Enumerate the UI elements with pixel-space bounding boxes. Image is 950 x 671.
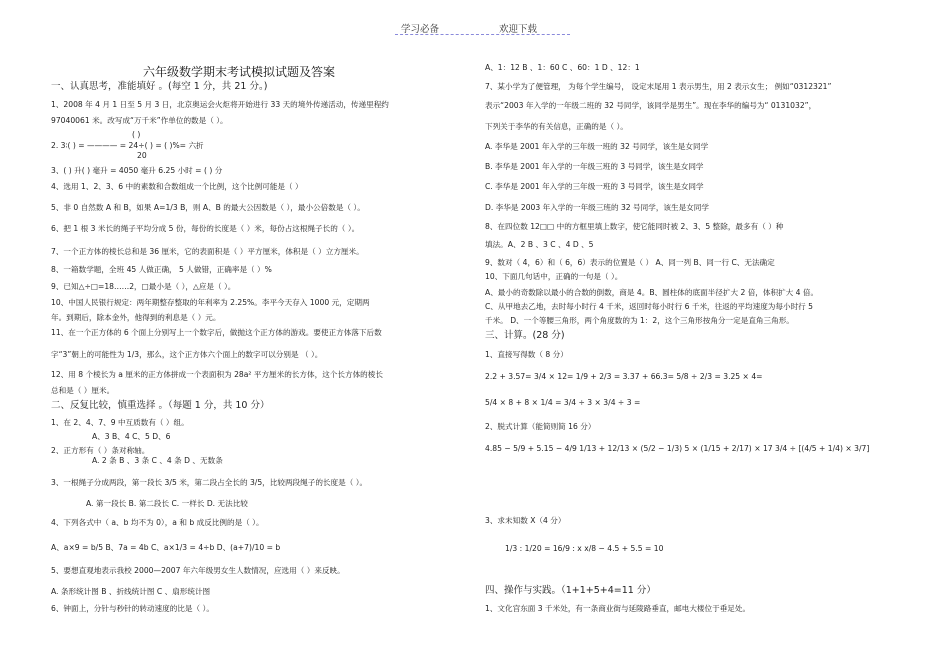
choice-line: C. 李华是 2001 年入学的三年级一班的 3 号同学，该生是女同学 xyxy=(485,182,704,191)
choice-line: 千米。 D、一个等腰三角形，两个角度数的为 1：2，这个三角形按角分一定是直角三角形。 xyxy=(485,316,794,325)
question-line: 1、文化宫东面 3 千米处，有一条商业街与延陵路垂直，邮电大楼位于垂足处。 xyxy=(485,604,751,613)
choice-line: D. 李华是 2003 年入学的一年级三班的 32 号同学，该生是女同学 xyxy=(485,203,709,212)
question-line: 5、非 0 自然数 A 和 B，如果 A=1/3 B，则 A、B 的最大公因数是（ ），最小公倍数是（ ）。 xyxy=(51,203,365,212)
question-line: 11、在一个正方体的 6 个面上分别写上一个数字后，做抛这个正方体的游戏。要使正方体落下后数 xyxy=(51,328,382,337)
question-line: 97040061 米。改写成“万千米”作单位的数是（ ）。 xyxy=(51,116,228,125)
question-line: 7、某小学为了便管理， 为每个学生编号， 设定末尾用 1 表示男生，用 2 表示女生； 例如“0312321” xyxy=(485,82,832,91)
choice-line: A. 第一段长 B. 第二段长 C. 一样长 D. 无法比较 xyxy=(86,499,248,508)
question-line: 12、用 8 个棱长为 a 厘米的正方体拼成一个表面积为 28a² 平方厘米的长方体，这个长方体的棱长 xyxy=(51,370,383,379)
question-line: 10、中国人民银行规定：两年期整存整取的年利率为 2.25%。李平今天存入 1000 元，定期两 xyxy=(51,298,370,307)
question-line: 6、把 1 根 3 米长的绳子平均分成 5 份，每份的长度是（ ）米，每份占这根绳子长的（ ）。 xyxy=(51,224,360,233)
choice-line: A. 李华是 2001 年入学的三年级一班的 32 号同学，该生是女同学 xyxy=(485,142,709,151)
question-line: 8、一箱数学题，全班 45 人做正确， 5 人做错，正确率是（ ）% xyxy=(51,265,272,274)
right-column xyxy=(475,0,935,671)
choice-line: B. 李华是 2001 年入学的一年级三班的 3 号同学，该生是女同学 xyxy=(485,162,704,171)
question-line: 9、数对（ 4，6）和（ 6，6）表示的位置是（ ） A、同一列 B、同一行 C、无法确定 xyxy=(485,258,775,267)
choice-line: A. 条形统计图 B 、折线统计图 C 、扇形统计图 xyxy=(51,587,211,596)
section-2-heading: 二、反复比较，慎重选择 。（每题 1 分，共 10 分） xyxy=(51,400,270,411)
section-1-heading: 一、认真思考，准能填好 。(每空 1 分，共 21 分。) xyxy=(51,81,268,92)
question-line: 9、已知△÷□=18……2，□最小是（ ），△应是（ ）。 xyxy=(51,282,236,291)
question-line: 2、正方形有（ ）条对称轴。 xyxy=(51,446,150,455)
question-line: 字“3”朝上的可能性为 1/3，那么，这个正方体六个面上的数字可以分别是 （ ）。 xyxy=(51,350,323,359)
question-line: 3、一根绳子分成两段，第一段长 3/5 米，第二段占全长的 3/5，比较两段绳子的长度是（ ）。 xyxy=(51,478,368,487)
question-line: 5、要想直观地表示我校 2000—2007 年六年级男女生人数情况，应选用（ ）来反映。 xyxy=(51,566,345,575)
question-line: 年。到期后，除本金外，他得到的利息是（ ）元。 xyxy=(51,313,221,322)
question-line: 2. 3∶( ) = ———— = 24÷( ) = ( )%= 六折 xyxy=(51,141,204,150)
section-3-heading: 三、计算。(28 分) xyxy=(485,330,565,341)
question-line: 3、求未知数 X（4 分） xyxy=(485,516,566,525)
header-left-text: 学习必备 xyxy=(401,24,440,35)
choice-line: A、3 B、4 C、5 D、6 xyxy=(92,432,171,441)
question-line: 8、在四位数 12□□ 中的方框里填上数字，使它能同时被 2、3、5 整除，最多有（ ）种 xyxy=(485,222,784,231)
header-right-text: 欢迎下载 xyxy=(499,24,538,35)
calc-line: 1/3 : 1/20 = 16/9 : x x/8 − 4.5 + 5.5 = 10 xyxy=(505,544,664,553)
question-line: 6、钟面上，分针与秒针的转动速度的比是（ ）。 xyxy=(51,604,214,613)
choice-line: C、从甲地去乙地，去时每小时行 4 千米，返回时每小时行 6 千米，往返的平均速度为每小时行 5 xyxy=(485,302,814,311)
fraction-denominator: 20 xyxy=(137,151,147,160)
question-line: 1、直接写得数（ 8 分） xyxy=(485,350,568,359)
question-line: 4、选用 1、2、3、6 中的素数和合数组成一个比例，这个比例可能是（ ） xyxy=(51,182,303,191)
left-column xyxy=(0,0,460,671)
question-line: 10、下面几句话中，正确的一句是（ ）。 xyxy=(485,272,623,281)
exam-title: 六年级数学期末考试模拟试题及答案 xyxy=(143,65,336,79)
question-line: 4、下列各式中（ a、b 均不为 0），a 和 b 成反比例的是（ ）。 xyxy=(51,518,264,527)
question-line: 2、脱式计算（能简则简 16 分） xyxy=(485,422,596,431)
calc-line: 4.85 − 5/9 + 5.15 − 4/9 1/13 + 12/13 × (5/2 − 1/3) 5 × (1/15 + 2/17) × 17 3/4 ÷ [(4/5 + 1/4) × 3/7] xyxy=(485,444,870,453)
calc-line: 5/4 × 8 + 8 × 1/4 = 3/4 ÷ 3 × 3/4 ÷ 3 = xyxy=(485,398,641,407)
fraction-numerator: ( ) xyxy=(132,130,141,139)
question-line: 填法。A、2 B 、3 C 、4 D 、5 xyxy=(485,240,594,249)
choice-line: A、a×9 = b/5 B、7a = 4b C、a×1/3 = 4÷b D、(a+7)/10 = b xyxy=(51,543,281,552)
question-line: 下列关于李华的有关信息，正确的是（ ）。 xyxy=(485,122,628,131)
question-line: 总和是（ ）厘米。 xyxy=(51,386,115,395)
section-4-heading: 四、操作与实践。（1+1+5+4=11 分） xyxy=(485,585,656,596)
question-line: 3、( ) 升( ) 毫升 = 4050 毫升 6.25 小时 = ( ) 分 xyxy=(51,166,223,175)
question-line: 表示“2003 年入学的一年级二班的 32 号同学，该同学是男生”。现在李华的编号为“ 0131032”， xyxy=(485,101,817,110)
question-line: 7、一个正方体的棱长总和是 36 厘米，它的表面积是（ ）平方厘米，体积是（ ）立方厘米。 xyxy=(51,247,364,256)
calc-line: 2.2 + 3.57= 3/4 × 12= 1/9 + 2/3 = 3.37 + 66.3= 5/8 ÷ 2/3 = 3.25 × 4= xyxy=(485,372,763,381)
choice-line: A. 2 条 B 、3 条 C 、4 条 D 、无数条 xyxy=(92,456,223,465)
question-line: 1、2008 年 4 月 1 日至 5 月 3 日，北京奥运会火炬将开始进行 33 天的境外传递活动，传递里程约 xyxy=(51,100,389,109)
question-line: 1、在 2、4、7、9 中互质数有（ ）组。 xyxy=(51,418,189,427)
choice-line: A、最小的奇数除以最小的合数的倒数，商是 4。B、圆柱体的底面半径扩大 2 倍，体积扩大 4 倍。 xyxy=(485,288,819,297)
choice-line: A、1：12 B 、1：60 C 、60：1 D 、12：1 xyxy=(485,63,640,72)
